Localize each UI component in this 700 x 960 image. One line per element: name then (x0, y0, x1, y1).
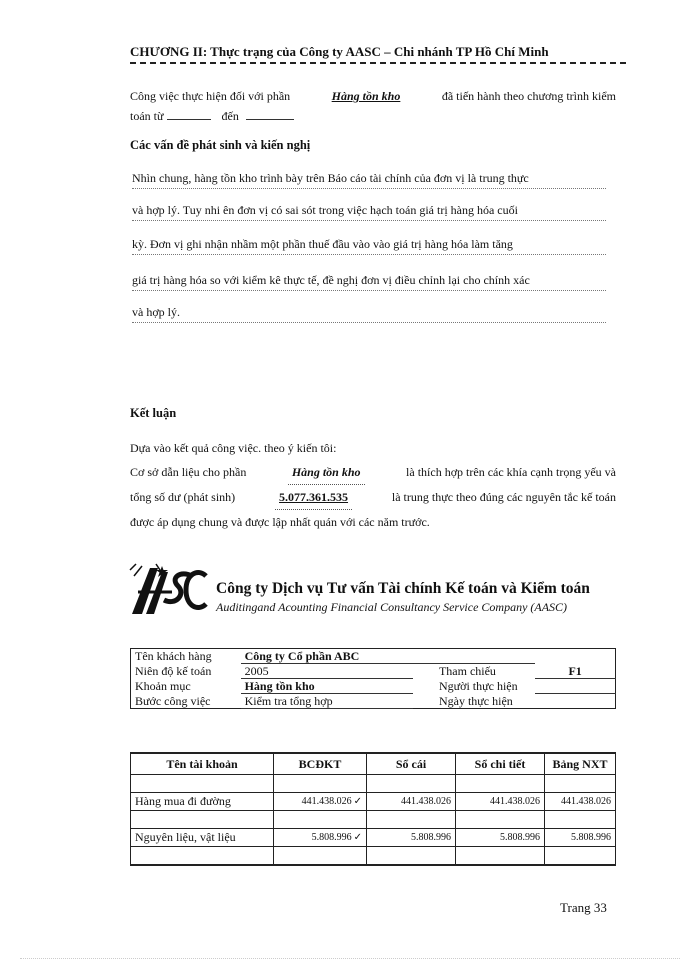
step-label: Bước công việc (135, 693, 211, 708)
socai-value: 441.438.026 (367, 793, 456, 811)
col-header: BCĐKT (274, 753, 367, 775)
ref-label: Tham chiếu (438, 664, 496, 679)
year-value: 2005 (241, 664, 413, 679)
conclusion-heading: Kết luận (130, 406, 177, 420)
issue-line: và hợp lý. (132, 302, 606, 323)
intro-to-label: đến (221, 109, 239, 123)
performer-value (535, 679, 615, 694)
sochitiet-value: 5.808.996 (456, 829, 545, 847)
bcdkt-value: 441.438.026 (301, 796, 352, 807)
conclusion-line3-prefix: tổng số dư (phát sinh) (130, 490, 236, 504)
bcdkt-cell (274, 829, 367, 847)
socai-value: 5.808.996 (367, 829, 456, 847)
header-divider (130, 62, 626, 64)
intro-prefix: Công việc thực hiện đối với phần (130, 89, 291, 103)
reconciliation-table (130, 752, 616, 866)
check-icon: ✓ (353, 832, 362, 843)
from-blank (167, 107, 211, 120)
info-table (130, 648, 616, 709)
table-row (131, 793, 616, 811)
table-row-spacer (131, 811, 616, 829)
issue-line: kỳ. Đơn vị ghi nhận nhầm một phần thuế đầu vào vào giá trị hàng hóa làm tăng (132, 234, 606, 255)
col-header: Sổ chi tiết (456, 753, 545, 775)
company-name: Công ty Dịch vụ Tư vấn Tài chính Kế toán và Kiểm toán (216, 580, 590, 597)
issue-line: và hợp lý. Tuy nhi ên đơn vị có sai sót trong việc hạch toán giá trị hàng hóa cuối (132, 200, 606, 221)
conclusion-paragraph (130, 436, 616, 534)
page-bottom-rule (20, 958, 680, 959)
chapter-header: CHƯƠNG II: Thực trạng của Công ty AASC – Chi nhánh TP Hồ Chí Minh (130, 44, 549, 59)
conclusion-line-4: được áp dụng chung và được lập nhất quán với các năm trước. (130, 515, 430, 529)
intro-paragraph (130, 86, 616, 126)
col-header: Tên tài khoản (131, 753, 274, 775)
intro-suffix: đã tiến hành theo chương trình kiểm (441, 89, 616, 103)
col-header: Sổ cái (367, 753, 456, 775)
account-name: Nguyên liệu, vật liệu (131, 829, 274, 847)
page-number: Trang 33 (560, 900, 607, 915)
table-row-spacer (131, 775, 616, 793)
issues-heading: Các vấn đề phát sinh và kiến nghị (130, 138, 311, 152)
col-header: Bảng NXT (545, 753, 616, 775)
conclusion-line2-prefix: Cơ sở dẫn liệu cho phần (130, 465, 247, 479)
ref-value: F1 (535, 664, 615, 679)
bcdkt-cell (274, 793, 367, 811)
date-label: Ngày thực hiện (438, 693, 513, 708)
to-blank (246, 107, 294, 120)
sochitiet-value: 441.438.026 (456, 793, 545, 811)
item-value: Hàng tồn kho (241, 679, 413, 694)
table-row (131, 829, 616, 847)
intro-from-label: toán từ (130, 109, 164, 123)
date-value (535, 694, 615, 709)
nxt-value: 441.438.026 (545, 793, 616, 811)
issue-line: giá trị hàng hóa so với kiểm kê thực tế, đề nghị đơn vị điều chỉnh lại cho chính xác (132, 270, 606, 291)
intro-item: Hàng tồn kho (331, 89, 401, 103)
aasc-logo-icon (128, 562, 208, 618)
issue-line: Nhìn chung, hàng tồn kho trình bày trên Báo cáo tài chính của đơn vị là trung thực (132, 168, 606, 189)
client-label: Tên khách hàng (135, 649, 212, 664)
table-row-spacer (131, 847, 616, 866)
account-name: Hàng mua đi đường (131, 793, 274, 811)
bcdkt-value: 5.808.996 (311, 832, 352, 843)
conclusion-line2-suffix: là thích hợp trên các khía cạnh trọng yếu và (406, 465, 616, 479)
conclusion-item: Hàng tồn kho (288, 460, 365, 485)
total-amount: 5.077.361.535 (275, 485, 352, 510)
year-label: Niên độ kế toán (135, 664, 212, 678)
performer-label: Người thực hiện (438, 679, 518, 693)
conclusion-line-1: Dựa vào kết quả công việc. theo ý kiến tôi: (130, 441, 337, 455)
client-value: Công ty Cổ phần ABC (241, 649, 536, 664)
nxt-value: 5.808.996 (545, 829, 616, 847)
conclusion-line3-suffix: là trung thực theo đúng các nguyên tắc kế toán (391, 490, 616, 504)
item-label: Khoản mục (135, 679, 191, 693)
check-icon: ✓ (353, 796, 362, 807)
company-name-en: Auditingand Acounting Financial Consultancy Service Company (AASC) (216, 600, 568, 614)
step-value: Kiểm tra tổng hợp (241, 694, 413, 709)
